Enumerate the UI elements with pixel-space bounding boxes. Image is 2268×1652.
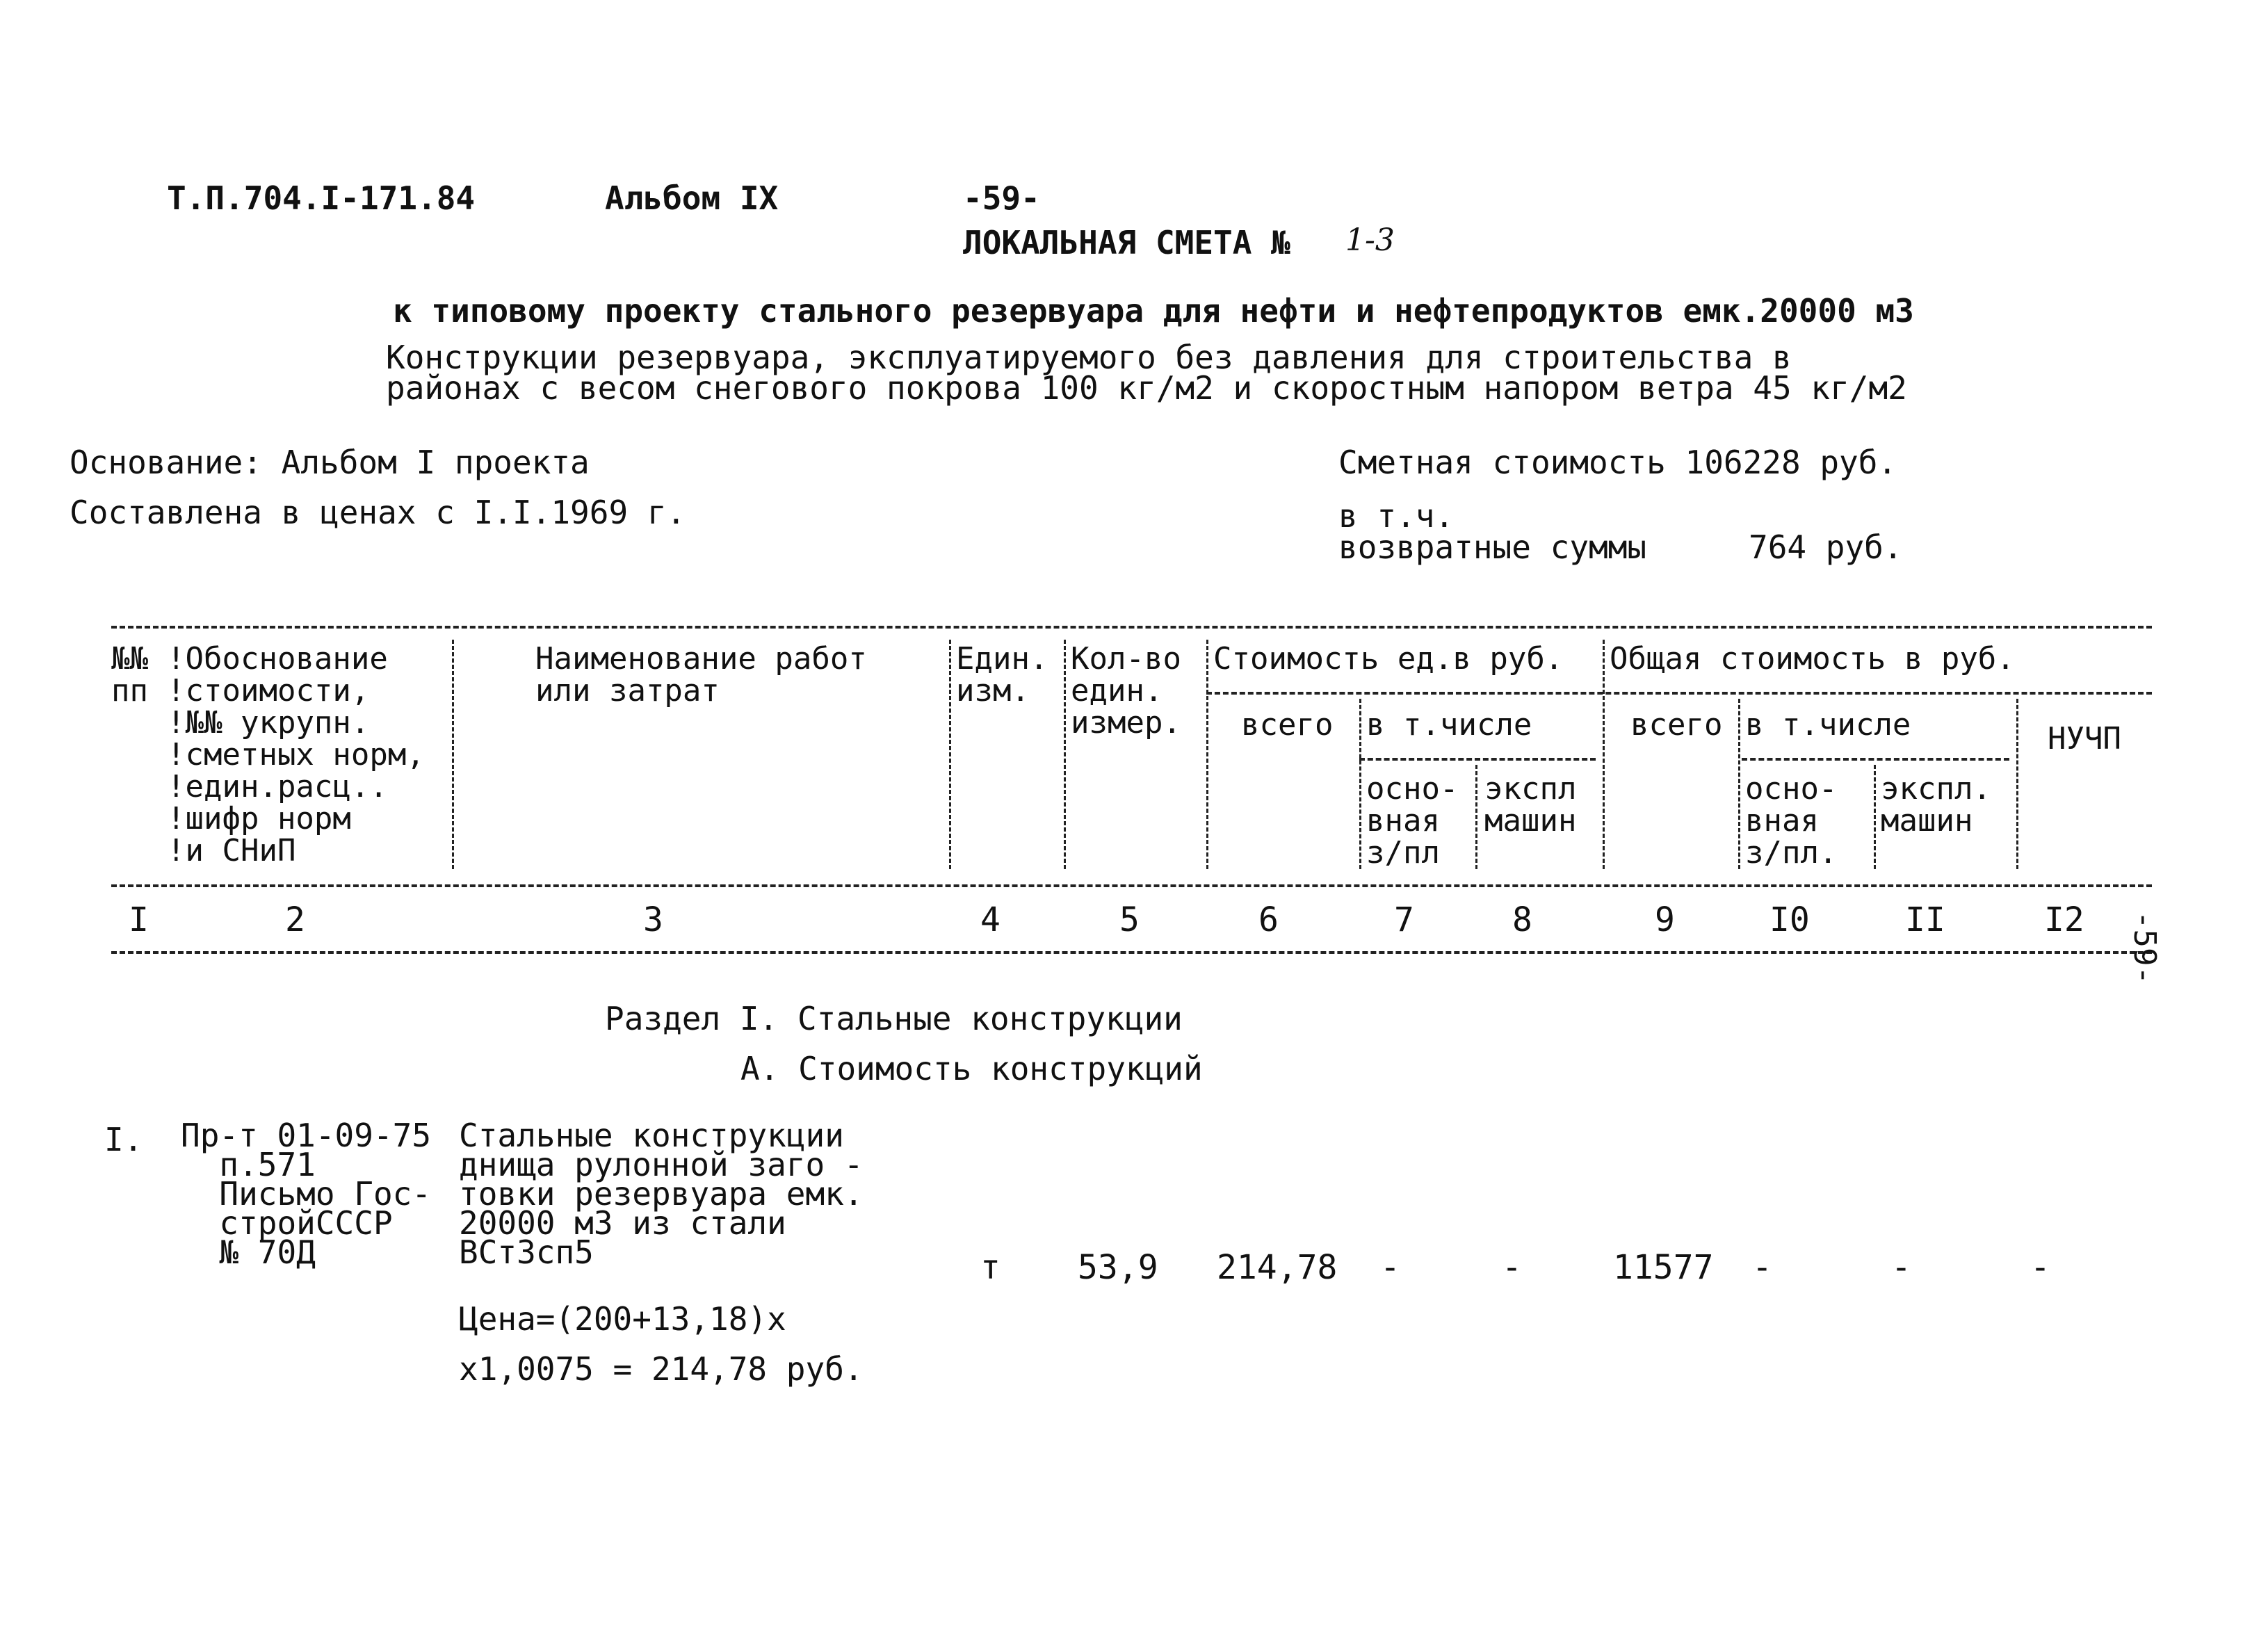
subtitle-line-1: к типовому проекту стального резервуара для нефти и нефтепродуктов емк.20000 м3 (393, 292, 1914, 330)
column-divider (1206, 640, 1208, 869)
header-total-total: всего (1630, 707, 1723, 743)
col-number-2: 2 (285, 900, 305, 939)
margin-page-number: -59- (2127, 911, 2162, 985)
row-total-cost: 11577 (1613, 1248, 1714, 1287)
vt-chisle-unit-rule (1359, 758, 1596, 761)
header-col-qty: Кол-во един. измер. (1071, 641, 1181, 740)
subheader-rule (1206, 692, 2152, 695)
row-unit-cost: 214,78 (1217, 1248, 1338, 1287)
header-unit-including: в т.числе (1366, 707, 1532, 743)
row-total-wages: - (1752, 1248, 1772, 1287)
header-col-number: №№ пп (111, 641, 148, 708)
table-top-rule (111, 626, 2152, 629)
row-unit-wages: - (1380, 1248, 1400, 1287)
column-divider (1603, 640, 1605, 869)
estimate-number: 1-3 (1345, 222, 1395, 258)
row-name: Стальные конструкции днища рулонной заго - товки резервуара емк. 20000 м3 из стали ВСт3сп5 (459, 1117, 864, 1271)
header-unit-machines: экспл машин (1484, 771, 1577, 839)
vt-chisle-total-rule (1742, 758, 2009, 761)
col-number-10: I0 (1769, 900, 1810, 939)
header-col-basis: !Обоснование !стоимости, !№№ укрупн. !сметных норм, !един.расц.. !шифр норм !и СНиП (167, 641, 425, 868)
column-divider (1064, 640, 1066, 869)
header-col-name: Наименование работ или затрат (535, 641, 867, 708)
row-qty: 53,9 (1078, 1248, 1158, 1287)
row-nuchp: - (2030, 1248, 2050, 1287)
col-number-6: 6 (1258, 900, 1279, 939)
column-divider (1738, 699, 1740, 869)
cost-line-1: Сметная стоимость 106228 руб. (1338, 444, 1897, 481)
header-total-wages: осно- вная з/пл. (1745, 771, 1838, 870)
returns-label: возвратные суммы (1338, 528, 1647, 566)
header-unit-wages: осно- вная з/пл (1366, 771, 1459, 870)
album-label: Альбом IX (605, 179, 779, 217)
row-basis: Пр-т 01-09-75 п.571 Письмо Гос- стройСССР № 70Д (181, 1117, 432, 1271)
row-number: I. (104, 1121, 143, 1158)
col-number-7: 7 (1394, 900, 1414, 939)
basis-line-1: Основание: Альбом I проекта (70, 444, 590, 481)
subtitle-line-2: Конструкции резервуара, эксплуатируемого без давления для строительства в (386, 339, 1792, 376)
col-number-12: I2 (2044, 900, 2084, 939)
header-col-unit: Един. изм. (956, 641, 1048, 708)
numbers-bottom-rule (111, 951, 2152, 954)
row-price-formula-1: Цена=(200+13,18)x (459, 1300, 786, 1338)
column-divider (1359, 699, 1361, 869)
column-divider (949, 640, 951, 869)
col-number-1: I (129, 900, 149, 939)
row-unit-machines: - (1502, 1248, 1522, 1287)
row-price-formula-2: x1,0075 = 214,78 руб. (459, 1350, 864, 1388)
row-unit: т (980, 1248, 1001, 1287)
row-total-machines: - (1891, 1248, 1911, 1287)
column-divider (1874, 765, 1876, 869)
section-title: Раздел I. Стальные конструкции (605, 1000, 1183, 1037)
col-number-11: II (1905, 900, 1945, 939)
header-nuchp: НУЧП (2048, 721, 2121, 756)
header-total-machines: экспл. машин (1881, 771, 1991, 839)
section-subtitle: А. Стоимость конструкций (740, 1050, 1203, 1087)
column-divider (1475, 765, 1477, 869)
column-divider (452, 640, 454, 869)
col-number-5: 5 (1119, 900, 1140, 939)
basis-line-2: Составлена в ценах с I.I.1969 г. (70, 494, 686, 531)
header-total-including: в т.числе (1745, 707, 1911, 743)
returns-value: 764 руб. (1749, 528, 1903, 566)
subtitle-line-3: районах с весом снегового покрова 100 кг/м2 и скоростным напором ветра 45 кг/м2 (386, 369, 1907, 407)
col-number-4: 4 (980, 900, 1001, 939)
header-unit-total: всего (1241, 707, 1334, 743)
col-number-3: 3 (643, 900, 663, 939)
header-bottom-rule (111, 884, 2152, 887)
cost-line-2: в т.ч. (1338, 497, 1455, 535)
header-group-total-cost: Общая стоимость в руб. (1610, 641, 2015, 677)
column-divider (2016, 699, 2018, 869)
header-group-unit-cost: Стоимость ед.в руб. (1213, 641, 1564, 677)
estimate-title: ЛОКАЛЬНАЯ СМЕТА № (963, 224, 1290, 261)
col-number-8: 8 (1512, 900, 1532, 939)
page-number: -59- (963, 179, 1040, 217)
col-number-9: 9 (1655, 900, 1675, 939)
doc-code: Т.П.704.I-171.84 (167, 179, 476, 217)
